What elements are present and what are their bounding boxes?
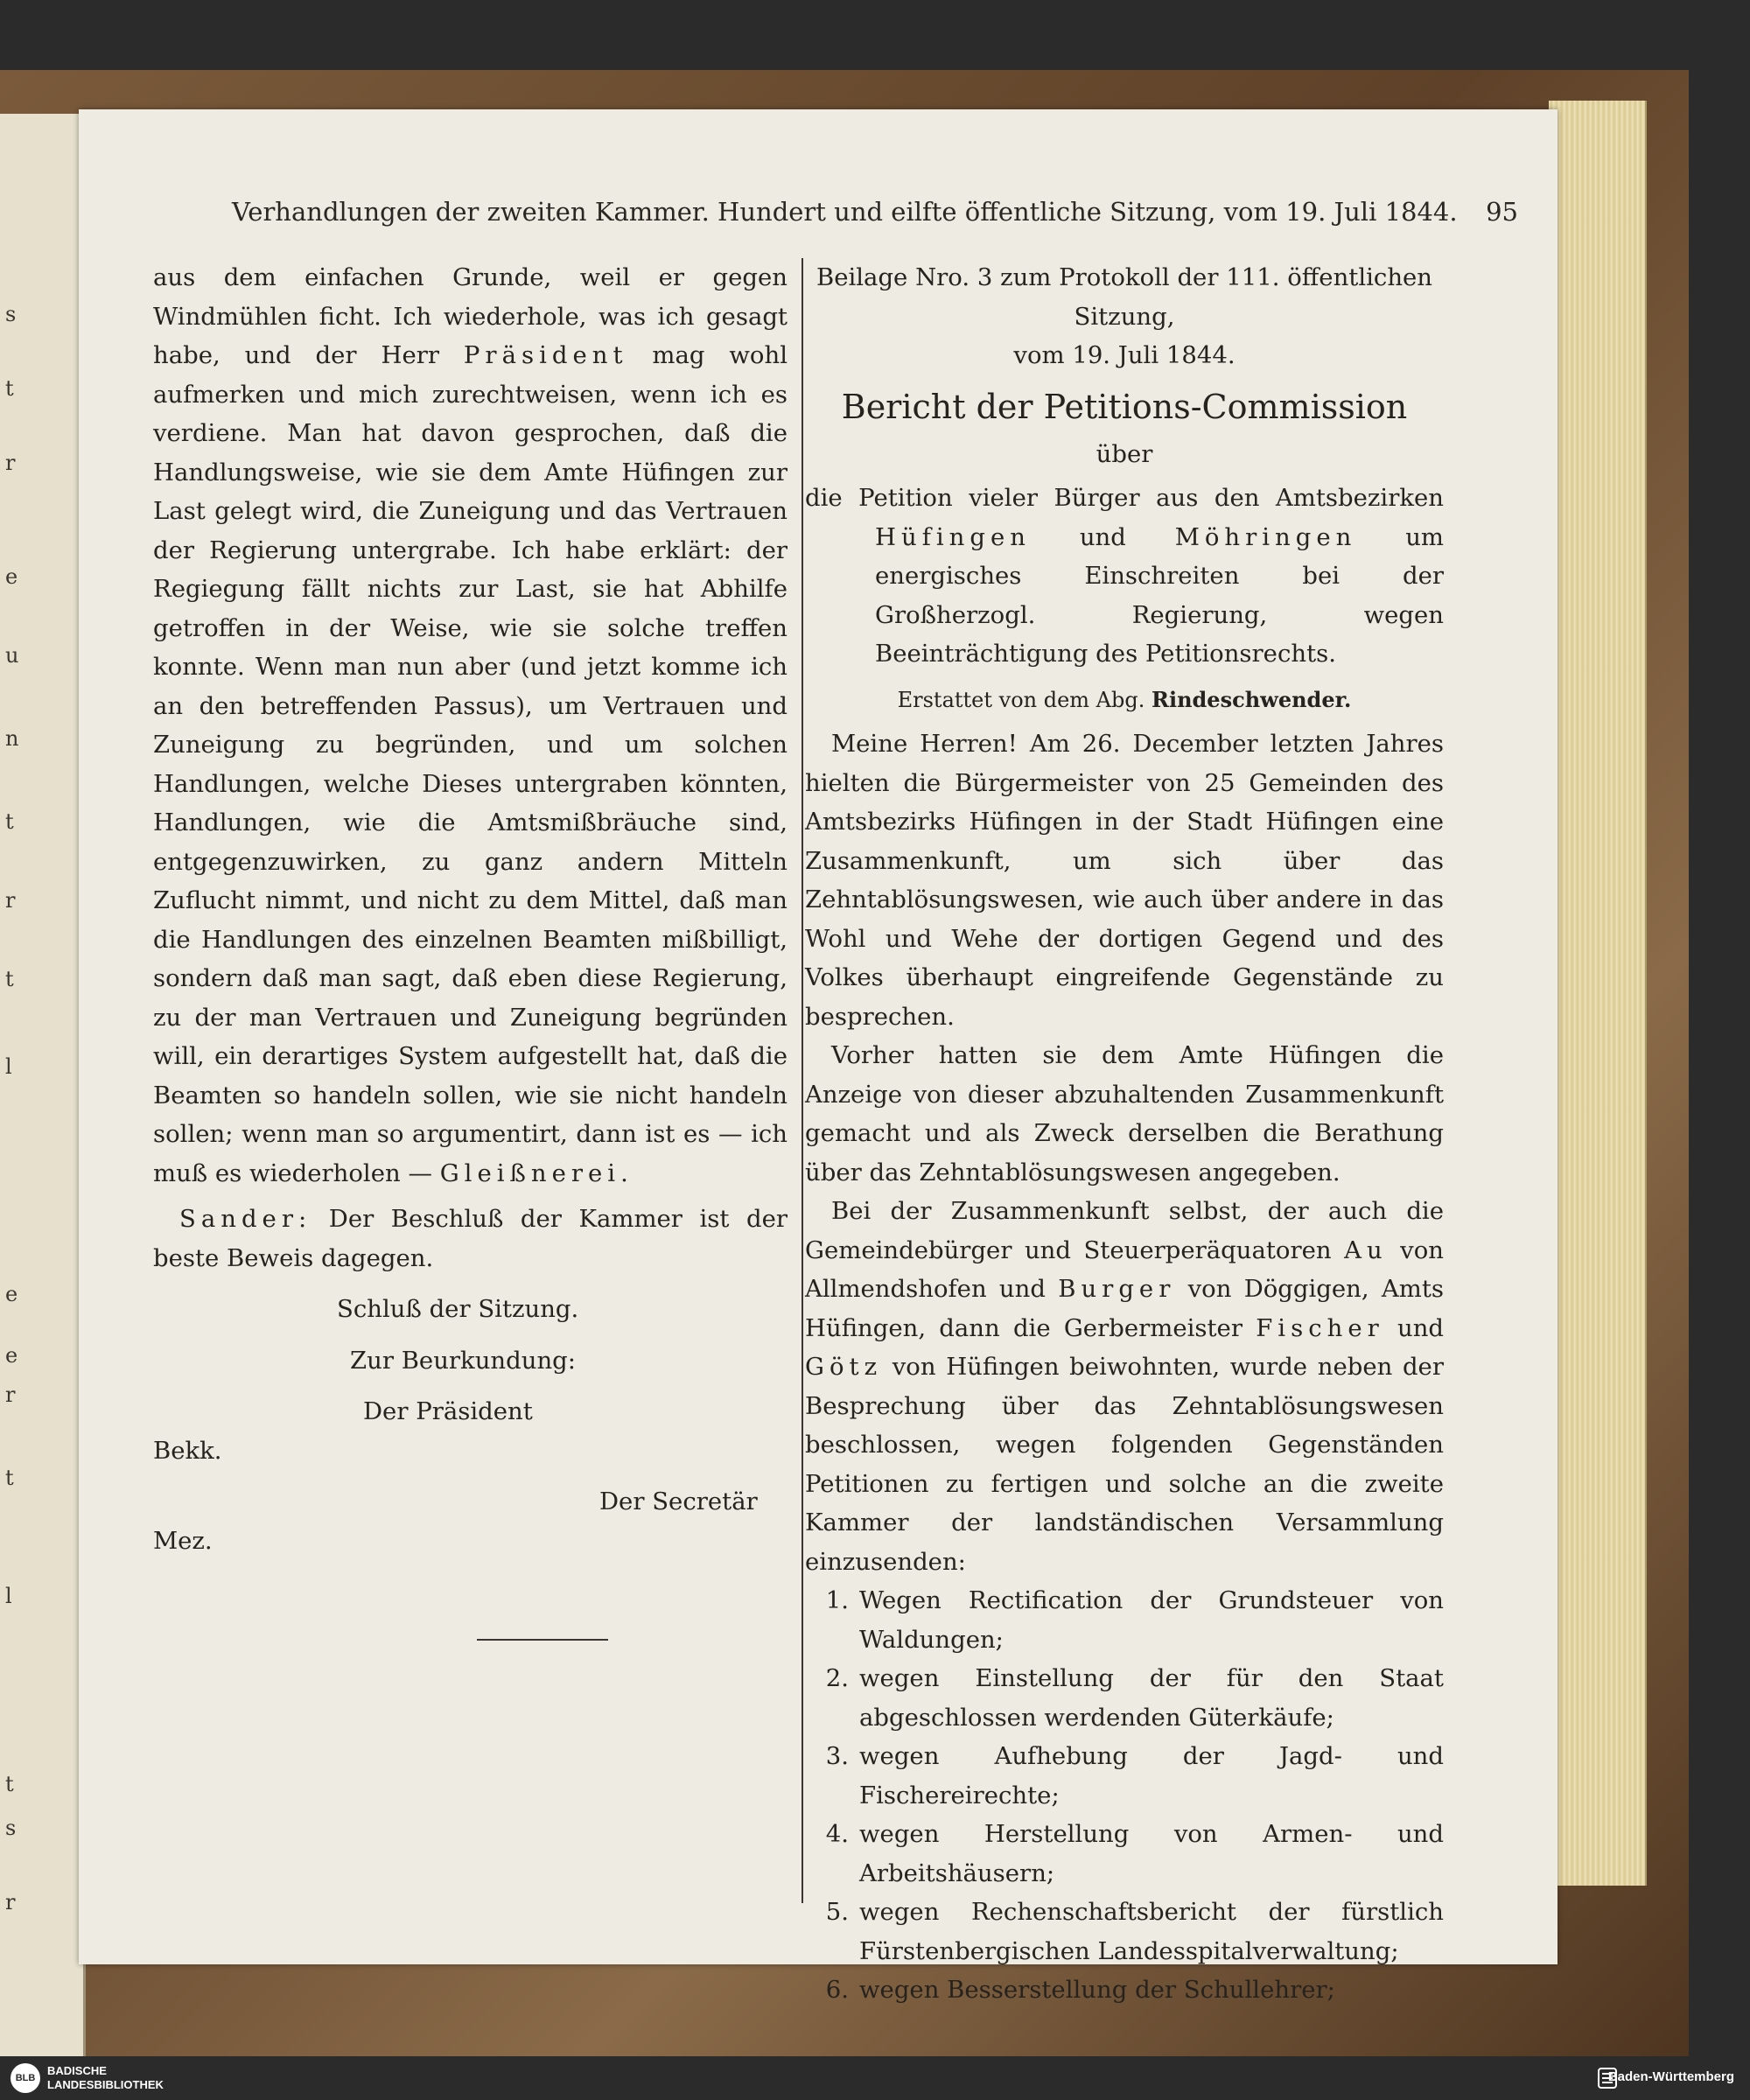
margin-fragment: s xyxy=(5,302,17,326)
margin-fragment: n xyxy=(5,726,19,751)
column-divider xyxy=(802,258,803,1903)
margin-fragment: l xyxy=(5,1584,12,1608)
list-number: 3. xyxy=(825,1742,849,1770)
closing-line: Schluß der Sitzung. xyxy=(337,1295,579,1323)
page-number: 95 xyxy=(1486,197,1518,227)
left-column xyxy=(153,258,788,1641)
state-name[interactable]: Baden-Württemberg xyxy=(1607,2069,1734,2084)
president-label: Der Präsident xyxy=(363,1397,533,1425)
library-name[interactable] xyxy=(47,2064,164,2092)
report-subject xyxy=(805,479,1444,674)
margin-fragment: l xyxy=(5,1054,12,1079)
list-number: 5. xyxy=(825,1898,849,1926)
text-run: mag wohl aufmerken und mich zurechtweisen, wenn ich es verdiene. Man hat davon gesprochen, daß die Handlungsweise, wie sie dem Amte Hüfingen zur Last gelegt wird, die Zuneigung und das Vertrauen der Regierung untergrabe. Ich habe erklärt: der Regiegung fällt nichts zur Last, sie hat Abhilfe getroffen in der Weise, wie sie solche treffen konnte. Wenn man nun aber (und jetzt komme ich an den betreffenden Passus), um Vertrauen und Zuneigung zu begründen, und um solchen Handlungen, welche Dieses untergraben könnten, Handlungen, wie die Amtsmißbräuche sind, entgegenzuwirken, zu ganz andern Mitteln Zuflucht nimmt, und nicht zu dem Mittel, daß man die Handlungen des einzelnen Beamten mißbilligt, sondern daß man sagt, daß eben diese Regierung, zu der man Vertrauen und Zuneigung begründen will, ein derartiges System aufgestellt hat, daß die Beamten so handeln sollen, wie sie nicht handeln sollen; wenn man so argumentirt, dann ist es — ich muß es wiederholen — xyxy=(153,341,788,1187)
supplement-line-1: Beilage Nro. 3 zum Protokoll der 111. öffentlichen Sitzung, xyxy=(816,263,1433,331)
list-number: 4. xyxy=(825,1820,849,1848)
debate-paragraph xyxy=(153,258,788,1193)
person-name: Götz xyxy=(805,1353,883,1381)
margin-fragment: e xyxy=(5,1343,18,1368)
place-name: Hüfingen xyxy=(875,522,1031,551)
page-block-edge xyxy=(1549,101,1647,1886)
list-text: wegen Besserstellung der Schullehrer; xyxy=(859,1976,1335,2004)
library-name-line-2: LANDESBIBLIOTHEK xyxy=(47,2078,164,2091)
text-run: die Petition vieler Bürger aus den Amtsbezirken xyxy=(805,484,1444,512)
list-number: 1. xyxy=(825,1586,849,1614)
speaker-name: Sander: xyxy=(179,1205,312,1233)
text-run-spaced: Präsident xyxy=(463,341,628,369)
text-run: von Döggigen, Amts Hüfingen, dann die Gerbermeister xyxy=(805,1275,1445,1342)
margin-fragment: u xyxy=(5,643,19,668)
list-text: wegen Herstellung von Armen- und Arbeitshäusern; xyxy=(859,1820,1444,1887)
blb-logo-icon[interactable]: BLB xyxy=(10,2063,40,2093)
section-rule xyxy=(477,1639,608,1641)
report-paragraph-3 xyxy=(805,1192,1444,1581)
report-paragraph-2: Vorher hatten sie dem Amte Hüfingen die Anzeige von dieser abzuhaltenden Zusammenkunft gemacht und als Zweck derselben die Berathung über das Zehntablösungswesen angegeben. xyxy=(805,1041,1444,1186)
margin-fragment: r xyxy=(5,888,16,913)
list-item xyxy=(805,1659,1444,1737)
margin-fragment: e xyxy=(5,564,18,589)
person-name: Burger xyxy=(1058,1275,1176,1303)
text-run: um energisches Einschreiten bei der Großherzogl. Regierung, wegen Beeinträchtigung des Petitionsrechts. xyxy=(875,522,1444,668)
viewer-footer xyxy=(0,2056,1750,2100)
supplement-line-2: vom 19. Juli 1844. xyxy=(1013,341,1236,369)
text-run: und xyxy=(1079,522,1126,551)
list-number: 6. xyxy=(825,1976,849,2004)
list-item xyxy=(805,1581,1444,1659)
left-page-edge xyxy=(0,114,86,2056)
margin-fragment: t xyxy=(5,967,14,991)
list-number: 2. xyxy=(825,1664,849,1692)
speaker-paragraph xyxy=(153,1200,788,1278)
text-run: Bei der Zusammenkunft selbst, der auch die Gemeindebürger und Steuerperäquatoren xyxy=(805,1197,1444,1264)
running-title: Verhandlungen der zweiten Kammer. Hundert und eilfte öffentliche Sitzung, vom 19. Juli 1844. xyxy=(232,197,1458,227)
margin-fragment: t xyxy=(5,1466,14,1490)
text-run-spaced: Gleißnerei. xyxy=(439,1158,634,1187)
president-name: Bekk. xyxy=(153,1436,222,1465)
report-uber: über xyxy=(1096,439,1153,468)
margin-fragment: r xyxy=(5,1382,16,1407)
list-item xyxy=(805,1737,1444,1815)
text-run: von Hüfingen beiwohnten, wurde neben der Besprechung über das Zehntablösungswesen beschlossen, wegen folgenden Gegenständen Petitionen zu fertigen und solche an die zweite Kammer der landständischen Versammlung einzusenden: xyxy=(805,1353,1444,1576)
list-item xyxy=(805,1893,1444,1970)
person-name: Fischer xyxy=(1256,1313,1384,1342)
margin-fragment: t xyxy=(5,376,14,401)
petition-list xyxy=(805,1581,1444,2010)
person-name: Au xyxy=(1344,1236,1388,1264)
text-run: von Allmendshofen und xyxy=(805,1236,1444,1303)
reporter-line xyxy=(805,681,1444,720)
margin-fragment: e xyxy=(5,1282,18,1306)
list-text: Wegen Rectification der Grundsteuer von Waldungen; xyxy=(859,1586,1444,1654)
report-title: Bericht der Petitions-Commission xyxy=(841,387,1408,426)
list-text: wegen Einstellung der für den Staat abgeschlossen werdenden Güterkäufe; xyxy=(859,1664,1444,1732)
book-page xyxy=(79,109,1558,2004)
text-run: Erstattet von dem Abg. xyxy=(897,687,1145,712)
list-item xyxy=(805,1815,1444,1893)
margin-fragment: t xyxy=(5,1772,14,1796)
text-run: aus dem einfachen Grunde, weil er gegen Windmühlen ficht. Ich wiederhole, was ich gesagt habe, und der Herr xyxy=(153,263,788,369)
text-run: Der Beschluß der Kammer ist der beste Beweis dagegen. xyxy=(153,1205,788,1272)
report-paragraph-1: Meine Herren! Am 26. December letzten Jahres hielten die Bürgermeister von 25 Gemeinden des Amtsbezirks Hüfingen in der Stadt Hüfingen eine Zusammenkunft, um sich über das Zehntablösungswesen, wie auch über andere in das Wohl und Wehe der dortigen Gegend und des Volkes überhaupt eingreifende Gegenstände zu besprechen. xyxy=(805,730,1444,1031)
secretary-label: Der Secretär xyxy=(599,1488,758,1516)
library-name-line-1: BADISCHE xyxy=(47,2064,107,2077)
right-column xyxy=(805,258,1444,2010)
list-text: wegen Aufhebung der Jagd- und Fischereirechte; xyxy=(859,1742,1444,1810)
margin-fragment: t xyxy=(5,809,14,834)
margin-fragment: s xyxy=(5,1816,17,1840)
list-item xyxy=(805,1970,1444,2010)
running-header xyxy=(232,197,1518,232)
secretary-name: Mez. xyxy=(153,1526,213,1555)
certification-line: Zur Beurkundung: xyxy=(350,1346,577,1375)
margin-fragment: r xyxy=(5,1890,16,1914)
list-text: wegen Rechenschaftsbericht der fürstlich Fürstenbergischen Landesspitalverwaltung; xyxy=(859,1898,1444,1965)
place-name: Möhringen xyxy=(1174,522,1357,551)
reporter-name: Rindeschwender. xyxy=(1152,686,1352,712)
text-run: und xyxy=(1396,1313,1445,1342)
margin-fragment: r xyxy=(5,451,16,475)
